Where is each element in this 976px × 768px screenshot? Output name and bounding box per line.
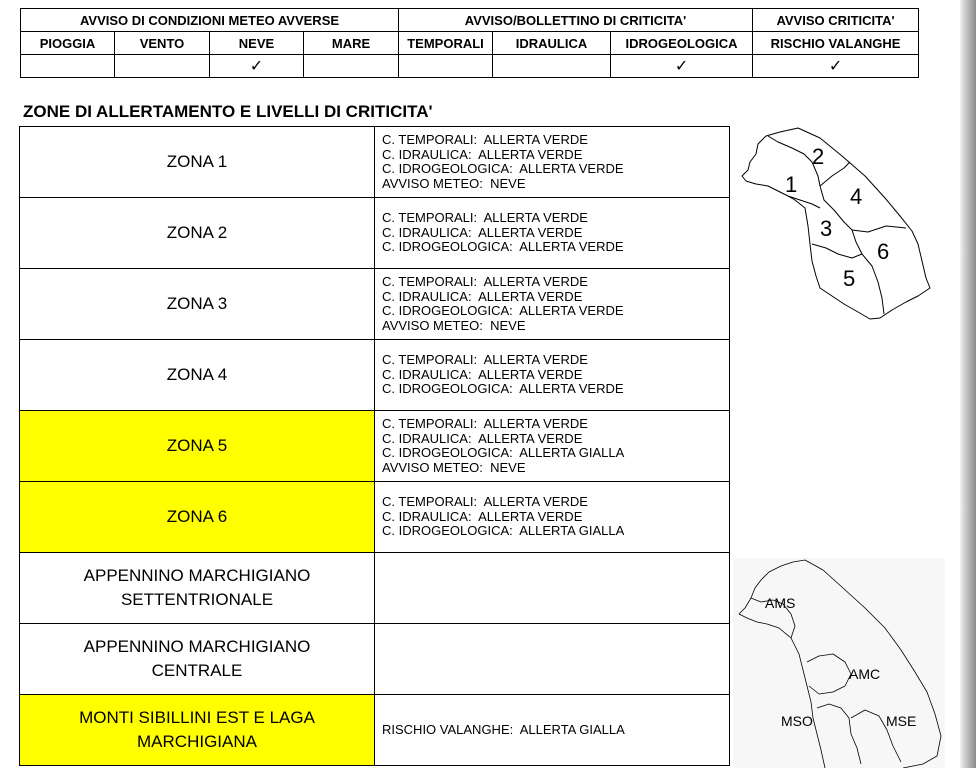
zone-criticality-info <box>375 553 730 624</box>
criticality-line: C. IDROGEOLOGICA: ALLERTA VERDE <box>382 381 624 397</box>
zone-name <box>20 340 375 411</box>
check-row <box>21 55 919 78</box>
zone-name-line: ZONA 3 <box>166 294 228 313</box>
zone-row <box>20 624 730 695</box>
map-label-zona-3: 3 <box>820 216 833 241</box>
zone-criticality-info <box>375 269 730 340</box>
criticality-line: C. IDROGEOLOGICA: ALLERTA VERDE <box>382 239 624 255</box>
criticality-line: AVVISO METEO: NEVE <box>382 175 526 191</box>
column-mare: MARE <box>304 32 399 55</box>
check-pioggia <box>21 55 115 78</box>
zones-map <box>740 126 936 326</box>
map-label-zona-6: 6 <box>877 239 890 264</box>
criticality-line: C. IDRAULICA: ALLERTA VERDE <box>382 366 583 382</box>
map-label-mso: MSO <box>781 713 813 729</box>
column-neve: NEVE <box>210 32 304 55</box>
alert-summary-table <box>20 8 919 78</box>
zone-name-line: ZONA 2 <box>166 223 228 242</box>
map-label-zona-2: 2 <box>812 144 825 169</box>
criticality-line: C. TEMPORALI: ALLERTA VERDE <box>382 274 588 289</box>
map-label-zona-5: 5 <box>843 266 856 291</box>
criticality-line: C. IDROGEOLOGICA: ALLERTA GIALLA <box>382 523 625 539</box>
zone-row <box>20 482 730 553</box>
zone-name <box>20 695 375 766</box>
mountains-map-background <box>733 558 945 768</box>
check-temporali <box>399 55 493 78</box>
criticality-line: C. IDROGEOLOGICA: ALLERTA GIALLA <box>382 445 625 460</box>
zone-row <box>20 127 730 198</box>
check-vento <box>115 55 210 78</box>
check-rischio-valanghe-icon: ✓ <box>753 55 919 78</box>
column-header-row <box>21 32 919 55</box>
mountains-map <box>733 558 945 768</box>
zone-row <box>20 198 730 269</box>
column-temporali: TEMPORALI <box>399 32 493 55</box>
criticality-line: AVVISO METEO: NEVE <box>382 317 526 333</box>
zone-name-line: MARCHIGIANA <box>137 732 257 751</box>
zone-criticality-info <box>375 482 730 553</box>
column-vento: VENTO <box>115 32 210 55</box>
zone-row <box>20 340 730 411</box>
criticality-line: C. IDRAULICA: ALLERTA VERDE <box>382 224 583 240</box>
map-label-ams: AMS <box>765 595 796 611</box>
zone-criticality-info <box>375 624 730 695</box>
zone-criticality-info <box>375 198 730 269</box>
zone-name-line: SETTENTRIONALE <box>120 590 274 609</box>
criticality-line: C. TEMPORALI: ALLERTA VERDE <box>382 494 588 510</box>
zone-name <box>20 269 375 340</box>
zone-name-line: ZONA 4 <box>166 365 228 384</box>
criticality-line: C. IDROGEOLOGICA: ALLERTA VERDE <box>382 303 624 318</box>
zone-row <box>20 411 730 482</box>
zone-name-line: ZONA 5 <box>166 436 228 455</box>
criticality-line: C. TEMPORALI: ALLERTA VERDE <box>382 132 588 147</box>
criticality-line: RISCHIO VALANGHE: ALLERTA GIALLA <box>382 721 625 737</box>
criticality-line: AVVISO METEO: NEVE <box>382 459 526 475</box>
section-title: ZONE DI ALLERTAMENTO E LIVELLI DI CRITICITA' <box>23 102 433 121</box>
zone-name-line: CENTRALE <box>151 661 243 680</box>
zone-name-line: ZONA 6 <box>166 507 228 526</box>
map-label-amc: AMC <box>849 666 881 682</box>
criticality-line: C. IDROGEOLOGICA: ALLERTA VERDE <box>382 161 624 176</box>
map-zone-border-4-6 <box>852 226 906 232</box>
zone-row <box>20 695 730 766</box>
check-neve-icon: ✓ <box>210 55 304 78</box>
map-label-zona-4: 4 <box>850 184 863 209</box>
map-zone-border-1-3 <box>788 196 820 208</box>
criticality-line: C. IDRAULICA: ALLERTA VERDE <box>382 146 583 162</box>
zone-row <box>20 553 730 624</box>
zones-table <box>19 126 730 766</box>
map-zone-border-3-5 <box>812 244 862 258</box>
check-idrogeologica-icon: ✓ <box>611 55 753 78</box>
zone-name <box>20 411 375 482</box>
criticality-line: C. TEMPORALI: ALLERTA VERDE <box>382 416 588 431</box>
column-idraulica: IDRAULICA <box>493 32 611 55</box>
criticality-line: C. IDRAULICA: ALLERTA VERDE <box>382 430 583 446</box>
group-header-meteo: AVVISO DI CONDIZIONI METEO AVVERSE <box>21 9 399 32</box>
column-idrogeologica: IDROGEOLOGICA <box>611 32 753 55</box>
zone-name <box>20 482 375 553</box>
zone-criticality-info <box>375 411 730 482</box>
criticality-line: C. TEMPORALI: ALLERTA VERDE <box>382 352 588 368</box>
group-header-avviso-criticita: AVVISO CRITICITA' <box>753 9 919 32</box>
zone-name <box>20 198 375 269</box>
criticality-line: C. IDRAULICA: ALLERTA VERDE <box>382 508 583 524</box>
group-header-criticita: AVVISO/BOLLETTINO DI CRITICITA' <box>399 9 753 32</box>
group-header-row <box>21 9 919 32</box>
zone-name-line: ZONA 1 <box>166 152 228 171</box>
map-region-outline <box>742 128 930 319</box>
zone-criticality-info <box>375 340 730 411</box>
check-mare <box>304 55 399 78</box>
zone-name <box>20 553 375 624</box>
map-zone-border-4-5 <box>852 230 862 254</box>
zone-criticality-info <box>375 695 730 766</box>
zone-name <box>20 624 375 695</box>
zone-name-line: APPENNINO MARCHIGIANO <box>83 637 311 656</box>
zone-name <box>20 127 375 198</box>
map-zone-border-2-4 <box>820 162 850 186</box>
column-pioggia: PIOGGIA <box>21 32 115 55</box>
zone-criticality-info <box>375 127 730 198</box>
zone-name-line: APPENNINO MARCHIGIANO <box>83 566 311 585</box>
zone-row <box>20 269 730 340</box>
map-label-mse: MSE <box>886 713 917 729</box>
map-label-zona-1: 1 <box>785 172 798 197</box>
column-rischio-valanghe: RISCHIO VALANGHE <box>753 32 919 55</box>
zone-name-line: MONTI SIBILLINI EST E LAGA <box>79 708 315 727</box>
page-edge-shadow <box>960 0 976 768</box>
criticality-line: C. TEMPORALI: ALLERTA VERDE <box>382 210 588 226</box>
check-idraulica <box>493 55 611 78</box>
criticality-line: C. IDRAULICA: ALLERTA VERDE <box>382 288 583 304</box>
